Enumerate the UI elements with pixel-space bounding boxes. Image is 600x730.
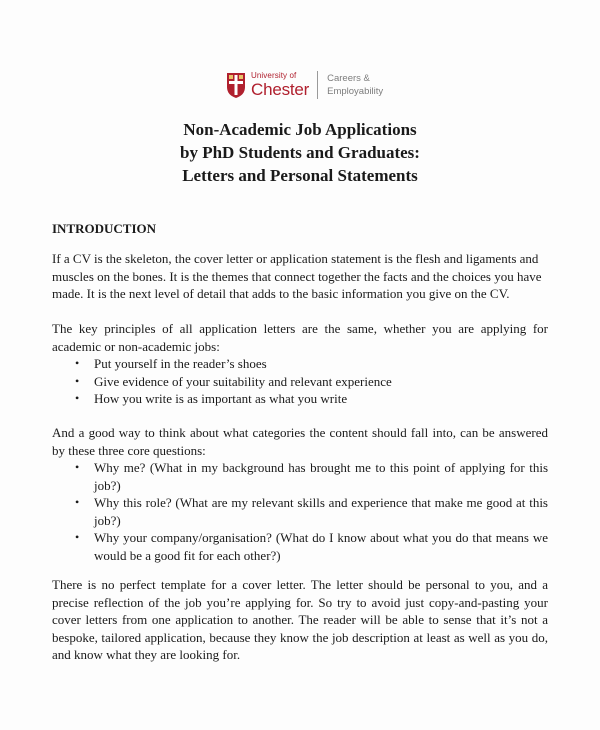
paragraph-4: There is no perfect template for a cover letter. The letter should be personal to you, and a precise reflection of the job you’re applying for. So try to avoid just copy-and-pasting your cover letters from one application to another. The reader will be able to sense that it’s not a bespoke, tailored application, because they know the job description at least as well as you do, and know what they are looking for. xyxy=(52,577,548,662)
university-name-big: Chester xyxy=(251,80,310,99)
document-title xyxy=(0,118,600,187)
university-name-small: University of xyxy=(251,71,297,80)
introduction-heading: INTRODUCTION xyxy=(52,221,157,236)
university-crest-icon xyxy=(226,72,246,99)
paragraph-2-block xyxy=(52,320,548,408)
paragraph-3: And a good way to think about what categories the content should fall into, can be answered by these three core questions: xyxy=(52,425,548,458)
list-item: • How you write is as important as what you write xyxy=(75,391,348,406)
list-item: • Why me? (What in my background has brought me to this point of applying for this job?) xyxy=(75,460,548,493)
university-logo xyxy=(226,68,383,102)
principles-list xyxy=(52,355,548,408)
list-item: • Why your company/organisation? (What do I know about what you do that means we would be a good fit for each other?) xyxy=(75,530,548,563)
university-name xyxy=(251,72,309,98)
logo-divider xyxy=(317,71,318,99)
paragraph-1: If a CV is the skeleton, the cover letter or application statement is the flesh and ligaments and muscles on the bones. It is the themes that connect together the facts and the choices you have made. It is the next level of detail that adds to the basic information you give on the CV. xyxy=(52,251,542,301)
paragraph-1-block xyxy=(52,250,548,303)
list-item: • Give evidence of your suitability and relevant experience xyxy=(75,373,392,389)
bullet-icon: • xyxy=(75,530,80,544)
paragraph-4-block xyxy=(52,576,548,664)
questions-list xyxy=(52,459,548,564)
careers-label xyxy=(327,72,383,98)
bullet-icon: • xyxy=(75,373,80,388)
careers-line-1: Careers & xyxy=(327,73,370,84)
paragraph-3-block xyxy=(52,424,548,564)
list-item: • Put yourself in the reader’s shoes xyxy=(75,356,267,371)
bullet-icon: • xyxy=(75,356,80,370)
title-line-2: by PhD Students and Graduates: xyxy=(180,143,420,162)
bullet-icon: • xyxy=(75,495,80,509)
bullet-icon: • xyxy=(75,391,80,405)
careers-line-2: Employability xyxy=(327,86,384,97)
title-line-3: Letters and Personal Statements xyxy=(182,166,418,185)
bullet-icon: • xyxy=(75,460,80,474)
paragraph-2: The key principles of all application letters are the same, whether you are applying for academic or non-academic jobs: xyxy=(52,321,548,354)
list-item: • Why this role? (What are my relevant skills and experience that make me good at this job?) xyxy=(75,495,548,528)
title-line-1: Non-Academic Job Applications xyxy=(183,120,417,139)
